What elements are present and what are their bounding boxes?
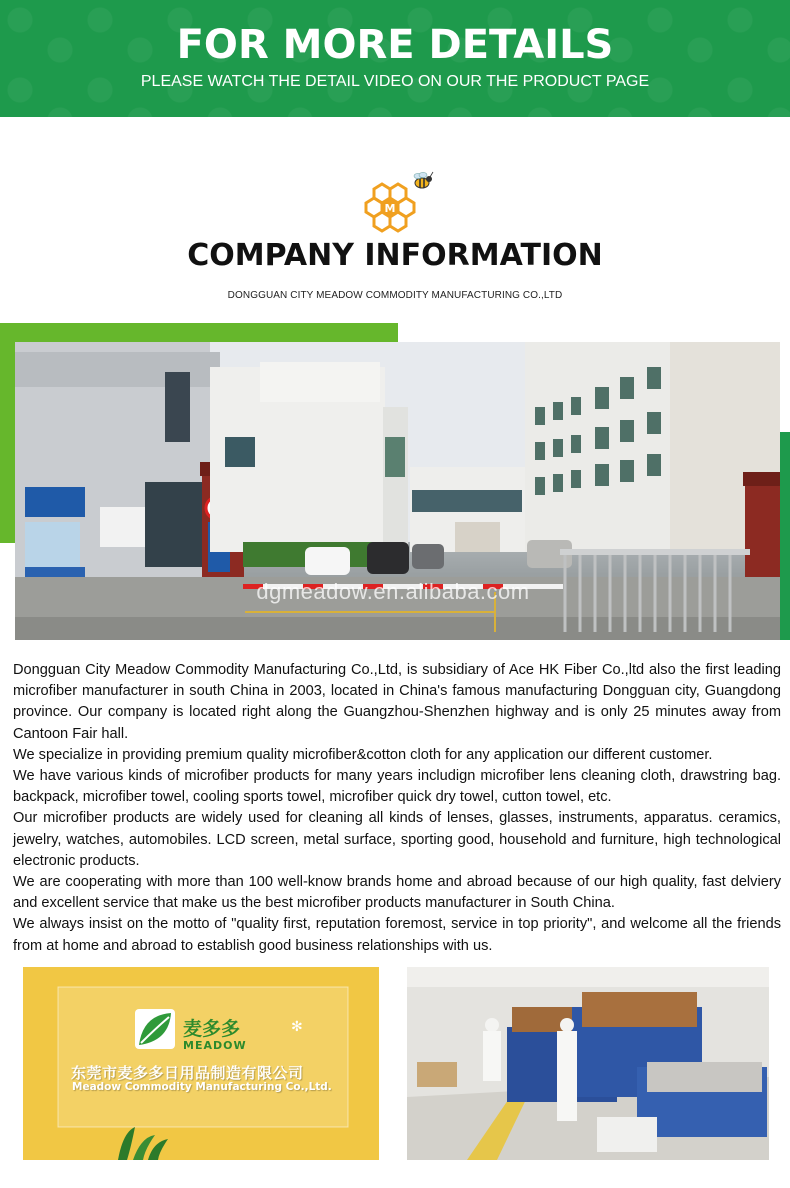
sign-brand-en: MEADOW [183,1039,247,1052]
sign-company-en: Meadow Commodity Manufacturing Co.,Ltd. [72,1081,332,1093]
company-sign-photo [23,967,379,1160]
company-description [13,660,781,957]
description-paragraph: We always insist on the motto of "quality first, reputation foremost, service in top priority", and welcome all the friends from at home and abroad to establish good business relationships with us. [13,916,781,954]
workshop-scene [407,967,769,1160]
snowflake-icon: ✻ [291,1019,303,1035]
sign-company-cn: 东莞市麦多多日用品制造有限公司 [71,1064,304,1082]
green-accent-bar-left [0,323,15,543]
top-banner [0,0,790,117]
logo-letter: M [384,202,396,215]
green-accent-bar [0,323,398,343]
banner-title: FOR MORE DETAILS [176,22,614,68]
description-paragraph: We specialize in providing premium quality microfiber&cotton cloth for any application our different customer. [13,746,713,763]
description-paragraph: We are cooperating with more than 100 well-know brands home and abroad because of our high quality, fast delviery and excellent service that make us the best microfiber products manufacturer in South China. [13,874,781,912]
banner-subtitle: PLEASE WATCH THE DETAIL VIDEO ON OUR THE PRODUCT PAGE [140,73,650,90]
workshop-photo [407,967,769,1160]
description-paragraph: Dongguan City Meadow Commodity Manufacturing Co.,Ltd, is subsidiary of Ace HK Fiber Co.,ltd also the first leading microfiber manufacturer in south China in 2003, located in China's famous manufacturing Dongguan city, Guangdong province. Our company is located right along the Guangzhou-Shenzhen highway and is only 25 minutes away from Cantoon Fair hall. [13,662,781,742]
sign-brand-cn: 麦多多 [183,1018,241,1040]
company-title: COMPANY INFORMATION [187,238,603,273]
honeycomb-bee-logo-icon [360,167,440,237]
company-subtitle: DONGGUAN CITY MEADOW COMMODITY MANUFACTURING CO.,LTD [227,290,563,301]
factory-building-photo [15,342,780,640]
description-paragraph: Our microfiber products are widely used for cleaning all kinds of lenses, glasses, instruments, apparatus. ceramics, jewelry, watches, automobiles. LCD screen, metal surface, sporting good, household and furniture, high technological electronic products. [13,810,781,869]
description-paragraph: We have various kinds of microfiber products for many years includign microfiber lens cleaning cloth, drawstring bag. backpack, microfiber towel, cooling sports towel, microfiber quick dry towel, cutton towel, etc. [13,768,781,806]
watermark-text: dgmeadow.en.alibaba.com [256,579,530,604]
